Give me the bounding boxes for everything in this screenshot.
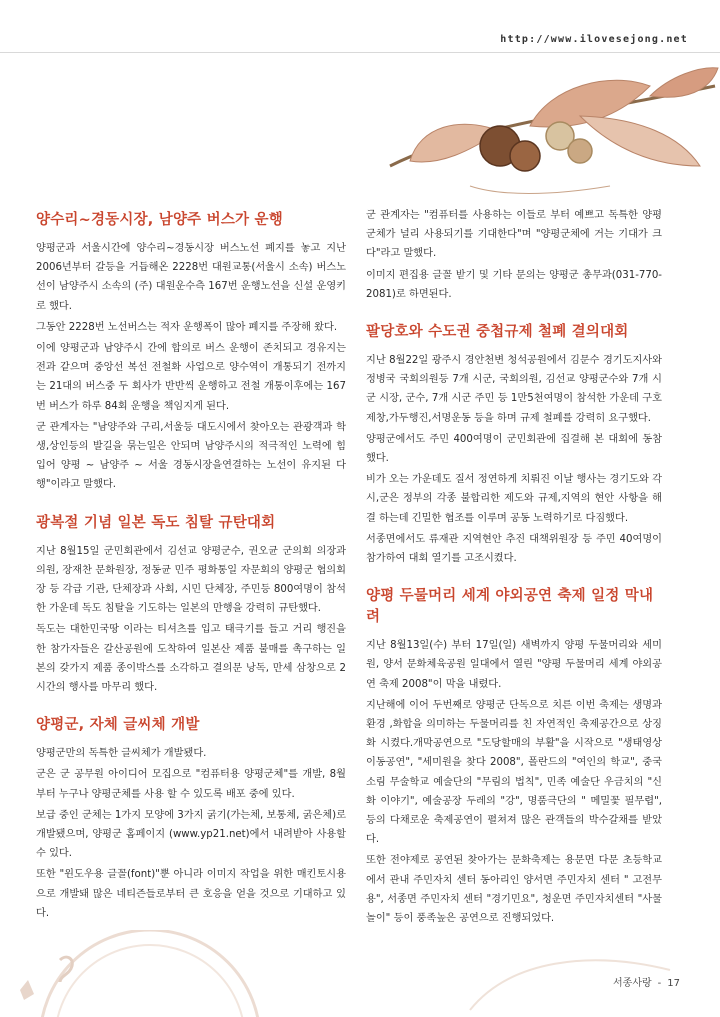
site-url: http://www.ilovesejong.net (500, 34, 688, 45)
paragraph: 이에 양평군과 남양주시 간에 합의로 버스 운행이 존치되고 경유지는 전과 같으며 중앙선 복선 전철화 사업으로 양수역이 개통되기 전까지는 21대의 버스중 두 회사가 반반씩 운행하고 전철 개통이후에는 167번 버스가 하루 84회 운행을 책임지게 된다. (36, 343, 346, 412)
paragraph: 지난해에 이어 두번째로 양평군 단독으로 치른 이번 축제는 생명과 환경 ,화합을 의미하는 두물머리를 친 자연적인 축제공간으로 상징화 시켰다.개막공연으로 "도당할매의 부활"을 시작으로 "생태영상 이동공연", "세미원을 찾다 2008", 폴란드의 "여인의 학교", 중국 소림 무술학교 예술단의 "무림의 법칙", 민족 예술단 우금치의 "신화 이야기", 예술공장 두레의 "강", 명품극단의 " 메밀꽃 필무렵", 등의 다채로운 축제공연이 펼쳐져 많은 관객들의 박수갈채를 받았다. (366, 699, 662, 846)
paragraph: 양평군만의 독특한 글씨체가 개발됐다. (36, 748, 207, 760)
chestnut-leaf-illustration (350, 56, 720, 206)
section-title-dokdo-rally: 광복절 기념 일본 독도 침탈 규탄대회 (36, 514, 276, 531)
paragraph: 지난 8월22일 광주시 경안천변 청석공원에서 김문수 경기도지사와 정병국 국회의원등 7개 시군, 국회의원, 김선교 양평군수와 7개 시군 시장, 군수, 7개 시군 주민 등 1만5천여명이 참석한 가운데 구호제창,가두행진,서명운동 등을 하며 규제 철폐를 강력히 요구했다. (366, 355, 662, 424)
paragraph: 지난 8월13일(수) 부터 17일(일) 새벽까지 양평 두물머리와 세미원, 양서 문화체육공원 일대에서 열린 "양평 두물머리 세계 야외공연 축제 2008"이 막을 내렸다. (366, 640, 662, 690)
paragraph: 그동안 2228번 노선버스는 적자 운행폭이 많아 폐지를 주장해 왔다. (36, 321, 338, 333)
section-title-yangsuri-bus: 양수리~경동시장, 남양주 버스가 운행 (36, 212, 283, 228)
paragraph: 이미지 편집용 글꼴 받기 및 기타 문의는 양평군 총무과(031-770-2081)로 하면된다. (366, 269, 662, 300)
footer-separator: - (657, 978, 662, 989)
section-title-dumulmeori-festival: 양평 두물머리 세계 야외공연 축제 일정 막내려 (366, 588, 654, 626)
page-number: 17 (667, 978, 680, 989)
paragraph: 지난 8월15일 군민회관에서 김선교 양평군수, 권오균 군의회 의장과 의원, 장재찬 문화원장, 정동균 민주 평화통일 자문회의 양평군 협의회장 등 각급 기관, 단체장과 사회, 시민 단체장, 주민등 800여명이 참석한 가운데 독도 침탈을 기도하는 일본의 만행을 강력히 규탄했다. (36, 545, 346, 615)
right-column (366, 206, 662, 930)
page-footer (613, 974, 680, 989)
left-column (36, 206, 346, 925)
paragraph: 군 관계자는 "컴퓨터를 사용하는 이들로 부터 예쁘고 독특한 양평군체가 널리 사용되기를 기대한다"며 "양평군체에 거는 기대가 크다"라고 말했다. (366, 210, 662, 260)
paragraph: 서종면에서도 류재관 지역현안 추진 대책위원장 등 주민 40여명이 참가하여 대회 열기를 고조시켰다. (366, 533, 662, 565)
paragraph: 보급 중인 군체는 1가지 모양에 3가지 굵기(가는체, 보통체, 굵은체)로 개발됐으며, 양평군 홈페이지 (www.yp21.net)에서 내려받아 사용할 수 있다. (36, 809, 346, 860)
clock-watermark-illustration (0, 930, 720, 1017)
paragraph: 군은 군 공무원 아이디어 모집으로 "컴퓨터용 양평군체"를 개발, 8월부터 누구나 양평군체를 사용 할 수 있도록 배포 중에 있다. (36, 769, 346, 800)
paragraph: 또한 "윈도우용 글꼴(font)"뿐 아니라 이미지 작업을 위한 매킨토시용으로 개발돼 많은 네티즌들로부터 큰 호응을 얻을 것으로 기대하고 있다. (36, 869, 346, 919)
paragraph: 비가 오는 가운데도 질서 정연하게 치뤄진 이날 행사는 경기도와 각시,군은 정부의 각종 불합리한 제도와 규제,지역의 현안 사항을 해결 하는데 긴밀한 협조를 이루며 공동 노력하기로 다짐했다. (366, 474, 662, 524)
magazine-name: 서종사랑 (613, 978, 652, 989)
header-rule (0, 52, 720, 53)
paragraph: 또한 전야제로 공연된 찾아가는 문화축제는 용문면 다문 초등학교에서 관내 주민자치 센터 동아리인 양서면 주민자치 센터 " 고전무용", 서종면 주민자치 센터 "경기민요", 청운면 주민자치센터 "사물놀이" 등이 풍족높은 공연으로 진행되었다. (366, 855, 662, 925)
section-title-font-development: 양평군, 자체 글씨체 개발 (36, 717, 200, 734)
paragraph: 양평군에서도 주민 400여명이 군민회관에 집결해 본 대회에 동참했다. (366, 433, 662, 465)
paragraph: 독도는 대한민국땅 이라는 티셔츠를 입고 태극기를 들고 거리 행진을한 참가자들은 갈산공원에 도착하여 일본산 제품 불매를 촉구하는 일본의 갖가지 제품 종이박스를 소각하고 결의문 낭독, 만세 삼창으로 2시간의 행사를 마무리 했다. (36, 624, 346, 694)
section-title-paldang-regulation: 팔당호와 수도권 중첩규제 철폐 결의대회 (366, 324, 629, 341)
paragraph: 양평군과 서울시간에 양수리~경동시장 버스노선 폐지를 놓고 지난 2006년부터 갈등을 거듭해온 2228번 대원교통(서울시 소속) 버스노선이 남양주시 소속의 (주) 대원운수측 167번 운행노선을 신설 운영키로 했다. (36, 243, 346, 312)
paragraph: 군 관계자는 "남양주와 구리,서울등 대도시에서 찾아오는 관광객과 학생,상인등의 발길을 묶는일은 안되며 남양주시의 적극적인 노력에 힘입어 양평 ~ 남양주 ~ 서울 경동시장을연결하는 노선이 유지된 다행"이라고 말했다. (36, 421, 346, 491)
